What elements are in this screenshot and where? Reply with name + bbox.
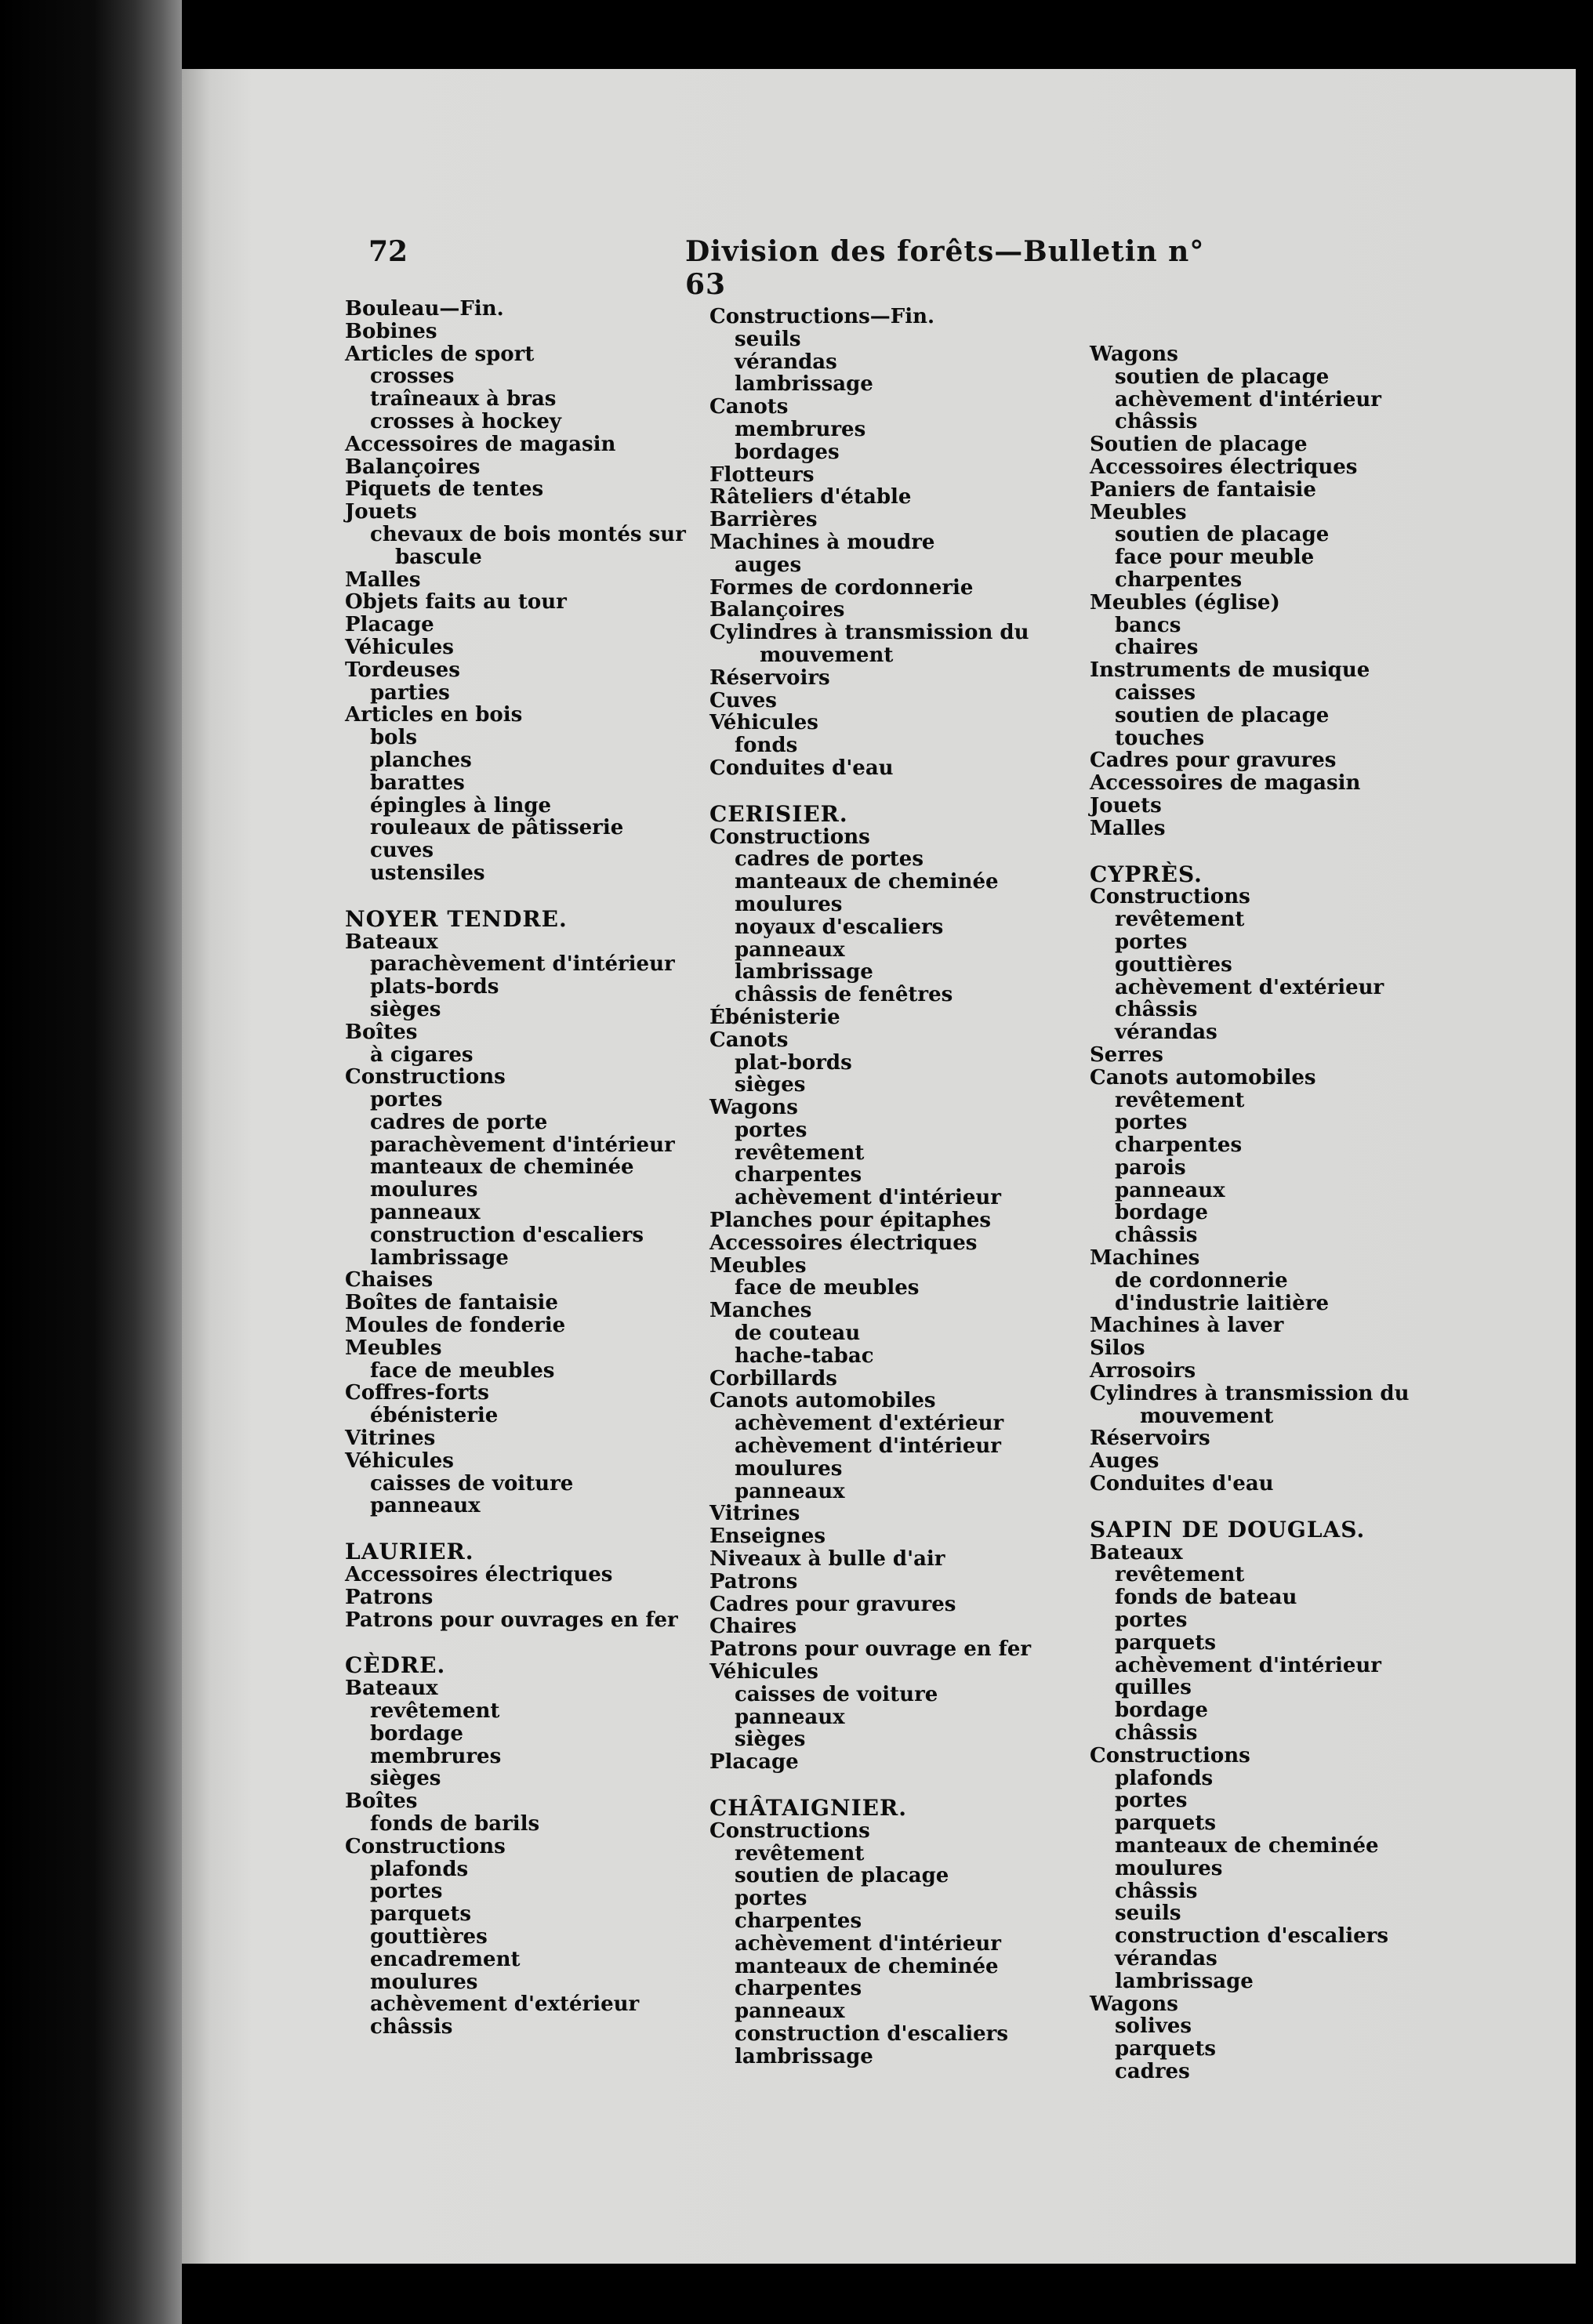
index-entry: Constructions — [345, 1065, 506, 1089]
index-entry: Corbillards — [709, 1366, 837, 1390]
index-entry: Véhicules — [709, 1660, 818, 1684]
index-entry: mouvement — [1140, 1404, 1274, 1428]
index-entry: Bateaux — [345, 1677, 438, 1701]
index-entry: Placage — [709, 1750, 799, 1775]
index-entry: Barrières — [709, 508, 818, 532]
index-entry: Balançoires — [709, 598, 845, 622]
index-entry: panneaux — [735, 1479, 845, 1503]
index-entry: Véhicules — [709, 711, 818, 735]
index-entry: Patrons pour ouvrage en fer — [709, 1637, 1032, 1662]
index-entry: moulures — [735, 892, 843, 916]
index-entry: Constructions — [709, 1818, 870, 1843]
index-entry: panneaux — [370, 1494, 481, 1518]
index-entry: plat-bords — [735, 1050, 852, 1075]
index-entry: Niveaux à bulle d'air — [709, 1547, 945, 1572]
index-entry: parois — [1115, 1155, 1186, 1180]
index-entry: Bouleau—Fin. — [345, 297, 504, 321]
index-entry: Véhicules — [345, 1448, 454, 1473]
index-entry: Objets faits au tour — [345, 590, 567, 615]
index-entry: lambrissage — [1115, 1969, 1254, 1993]
index-entry: vérandas — [1115, 1021, 1217, 1045]
section-heading: CÈDRE. — [345, 1652, 446, 1679]
index-entry: châssis — [1115, 998, 1198, 1022]
page-number: 72 — [368, 235, 408, 268]
index-entry: Manches — [709, 1299, 812, 1323]
index-entry: Accessoires électriques — [345, 1563, 613, 1587]
index-entry: Vitrines — [345, 1427, 436, 1451]
index-entry: Formes de cordonnerie — [709, 575, 974, 600]
index-entry: Accessoires électriques — [1090, 455, 1358, 479]
section-heading: CERISIER. — [709, 800, 848, 827]
index-entry: touches — [1115, 726, 1205, 750]
scan-edge — [1576, 0, 1593, 2324]
index-entry: Tordeuses — [345, 658, 460, 682]
index-entry: vérandas — [735, 350, 837, 374]
section-heading: NOYER TENDRE. — [345, 905, 568, 932]
index-entry: portes — [1115, 1608, 1188, 1633]
index-entry: Wagons — [709, 1096, 798, 1120]
index-entry: Canots automobiles — [1090, 1065, 1316, 1089]
index-entry: châssis — [1115, 1721, 1198, 1746]
index-entry: Silos — [1090, 1336, 1145, 1361]
index-entry: panneaux — [735, 1705, 845, 1729]
index-entry: sièges — [370, 1767, 441, 1791]
index-entry: Constructions — [709, 825, 870, 849]
index-entry: Meubles — [345, 1336, 442, 1360]
index-entry: Constructions—Fin. — [709, 305, 935, 328]
index-entry: panneaux — [735, 2000, 845, 2024]
index-entry: parachèvement d'intérieur — [370, 1133, 675, 1157]
index-entry: Accessoires électriques — [709, 1231, 978, 1255]
index-entry: bordage — [370, 1721, 463, 1746]
index-entry: Instruments de musique — [1090, 658, 1370, 683]
index-entry: traîneaux à bras — [370, 387, 557, 412]
index-entry: cadres de porte — [370, 1110, 548, 1134]
index-entry: sièges — [735, 1073, 806, 1097]
index-entry: plafonds — [1115, 1766, 1214, 1790]
index-entry: Chaires — [709, 1615, 797, 1639]
index-entry: Conduites d'eau — [709, 756, 894, 780]
index-entry: revêtement — [1115, 1088, 1245, 1112]
index-entry: Patrons pour ouvrages en fer — [345, 1608, 678, 1632]
index-entry: parquets — [1115, 1811, 1216, 1836]
index-entry: Réservoirs — [1090, 1427, 1210, 1451]
index-entry: Ébénisterie — [709, 1005, 840, 1029]
index-entry: de cordonnerie — [1115, 1268, 1288, 1293]
index-entry: membrures — [370, 1744, 502, 1768]
section-heading: CYPRÈS. — [1090, 861, 1203, 887]
index-entry: bordage — [1115, 1201, 1208, 1225]
index-entry: ustensiles — [370, 861, 485, 885]
index-entry: Moules de fonderie — [345, 1314, 566, 1338]
index-entry: châssis de fenêtres — [735, 983, 953, 1007]
index-entry: Auges — [1090, 1449, 1159, 1474]
index-entry: Meubles (église) — [1090, 590, 1280, 615]
index-entry: soutien de placage — [1115, 703, 1330, 727]
index-entry: à cigares — [370, 1042, 474, 1067]
index-entry: bordages — [735, 440, 840, 464]
index-entry: lambrissage — [735, 960, 873, 984]
index-entry: achèvement d'extérieur — [735, 1412, 1004, 1436]
index-entry: construction d'escaliers — [1115, 1924, 1388, 1949]
index-entry: panneaux — [370, 1201, 481, 1225]
index-entry: charpentes — [735, 1909, 862, 1933]
index-entry: fonds de bateau — [1115, 1586, 1297, 1610]
index-entry: Véhicules — [345, 635, 454, 659]
index-entry: gouttières — [370, 1924, 488, 1949]
index-entry: Balançoires — [345, 455, 481, 479]
index-entry: bordage — [1115, 1699, 1208, 1723]
index-entry: revêtement — [1115, 908, 1245, 932]
index-entry: achèvement d'intérieur — [1115, 1653, 1381, 1677]
index-entry: achèvement d'intérieur — [735, 1931, 1001, 1956]
index-entry: Malles — [345, 567, 421, 592]
index-entry: encadrement — [370, 1947, 521, 1971]
column-middle — [709, 306, 1148, 2068]
index-entry: Canots — [709, 395, 789, 419]
index-entry: Chaises — [345, 1268, 434, 1293]
index-entry: moulures — [1115, 1856, 1223, 1880]
index-entry: Canots — [709, 1028, 789, 1052]
index-entry: revêtement — [370, 1699, 500, 1724]
index-entry: noyaux d'escaliers — [735, 915, 944, 939]
index-entry: manteaux de cheminée — [735, 870, 999, 894]
index-entry: Patrons — [709, 1569, 798, 1593]
index-entry: manteaux de cheminée — [735, 1954, 999, 1978]
index-entry: charpentes — [735, 1977, 862, 2001]
index-entry: gouttières — [1115, 952, 1232, 977]
index-entry: Planches pour épitaphes — [709, 1209, 992, 1233]
index-entry: lambrissage — [735, 372, 873, 397]
index-entry: sièges — [735, 1728, 806, 1752]
index-entry: cuves — [370, 839, 434, 863]
index-entry: cadres — [1115, 2059, 1190, 2083]
index-entry: ébénisterie — [370, 1404, 499, 1428]
index-entry: d'industrie laitière — [1115, 1291, 1330, 1315]
index-entry: hache-tabac — [735, 1343, 874, 1368]
section-heading: LAURIER. — [345, 1539, 474, 1565]
index-entry: vérandas — [1115, 1946, 1217, 1971]
index-entry: Cylindres à transmission du — [1090, 1381, 1410, 1405]
index-entry: chaires — [1115, 636, 1199, 660]
index-entry: châssis — [1115, 1879, 1198, 1903]
index-entry: panneaux — [735, 937, 845, 962]
index-entry: moulures — [370, 1970, 478, 1994]
index-entry: fonds de barils — [370, 1812, 540, 1836]
index-entry: manteaux de cheminée — [370, 1155, 634, 1180]
index-entry: Machines — [1090, 1246, 1200, 1271]
index-entry: charpentes — [1115, 1133, 1243, 1158]
index-entry: face de meubles — [370, 1358, 555, 1383]
index-entry: Soutien de placage — [1090, 433, 1308, 457]
index-entry: Cuves — [709, 688, 777, 712]
index-entry: Machines à moudre — [709, 530, 935, 554]
index-entry: crosses — [370, 364, 455, 389]
index-entry: achèvement d'extérieur — [370, 1992, 640, 2017]
index-entry: seuils — [1115, 1902, 1181, 1926]
index-entry: Bateaux — [345, 930, 438, 954]
index-entry: Boîtes — [345, 1789, 418, 1814]
index-entry: Cadres pour gravures — [709, 1592, 956, 1616]
index-entry: crosses à hockey — [370, 409, 562, 433]
index-entry: auges — [735, 553, 802, 577]
index-entry: cadres de portes — [735, 847, 924, 872]
index-entry: Wagons — [1090, 1992, 1178, 2016]
index-entry: parquets — [370, 1902, 471, 1927]
index-entry: portes — [370, 1880, 443, 1904]
index-entry: construction d'escaliers — [370, 1223, 644, 1247]
index-entry: soutien de placage — [1115, 364, 1330, 389]
index-entry: Machines à laver — [1090, 1314, 1284, 1338]
index-entry: portes — [735, 1887, 807, 1911]
index-entry: revêtement — [735, 1140, 865, 1165]
index-entry: bancs — [1115, 613, 1181, 637]
index-entry: mouvement — [760, 643, 894, 667]
index-entry: panneaux — [1115, 1178, 1225, 1202]
index-entry: Accessoires de magasin — [1090, 771, 1361, 796]
index-entry: sièges — [370, 997, 441, 1021]
index-entry: achèvement d'intérieur — [735, 1186, 1001, 1210]
index-entry: achèvement d'intérieur — [735, 1434, 1001, 1459]
index-entry: barattes — [370, 770, 465, 795]
index-entry: moulures — [370, 1178, 478, 1202]
index-entry: châssis — [1115, 1224, 1198, 1248]
index-entry: achèvement d'extérieur — [1115, 975, 1384, 999]
index-entry: planches — [370, 748, 472, 772]
index-entry: Vitrines — [709, 1502, 800, 1526]
index-entry: Jouets — [1090, 793, 1162, 818]
index-entry: Placage — [345, 613, 434, 637]
index-entry: soutien de placage — [1115, 523, 1330, 547]
index-entry: caisses — [1115, 680, 1196, 705]
index-entry: Boîtes de fantaisie — [345, 1291, 558, 1315]
index-entry: épingles à linge — [370, 793, 552, 818]
index-entry: achèvement d'intérieur — [1115, 387, 1381, 412]
index-entry: charpentes — [1115, 567, 1243, 592]
index-entry: portes — [735, 1118, 807, 1142]
index-entry: Jouets — [345, 500, 417, 524]
index-entry: Cylindres à transmission du — [709, 621, 1029, 645]
index-entry: solives — [1115, 2014, 1192, 2039]
index-entry: Cadres pour gravures — [1090, 749, 1337, 773]
index-entry: Bateaux — [1090, 1540, 1183, 1564]
index-entry: Râteliers d'étable — [709, 485, 912, 509]
index-entry: manteaux de cheminée — [1115, 1834, 1379, 1858]
index-entry: construction d'escaliers — [735, 2021, 1008, 2046]
index-entry: Bobines — [345, 319, 437, 343]
index-entry: Accessoires de magasin — [345, 432, 616, 456]
index-entry: moulures — [735, 1456, 843, 1481]
index-entry: Meubles — [1090, 500, 1187, 524]
index-entry: bascule — [395, 545, 482, 569]
index-entry: Boîtes — [345, 1020, 418, 1044]
index-entry: quilles — [1115, 1676, 1192, 1700]
index-entry: Piquets de tentes — [345, 477, 544, 502]
index-entry: face de meubles — [735, 1276, 920, 1300]
section-heading: CHÂTAIGNIER. — [709, 1795, 908, 1821]
index-entry: Meubles — [709, 1253, 807, 1278]
index-entry: Arrosoirs — [1090, 1359, 1196, 1383]
index-entry: Conduites d'eau — [1090, 1472, 1274, 1496]
index-entry: membrures — [735, 417, 866, 441]
running-title: Division des forêts—Bulletin n° 63 — [685, 235, 1205, 301]
index-entry: Wagons — [1090, 343, 1178, 366]
index-entry: charpentes — [735, 1163, 862, 1187]
index-entry: parties — [370, 680, 450, 705]
index-entry: portes — [1115, 1789, 1188, 1813]
index-entry: Constructions — [1090, 1743, 1250, 1767]
index-entry: soutien de placage — [735, 1864, 949, 1888]
index-entry: de couteau — [735, 1322, 861, 1346]
book-binding — [0, 0, 182, 2324]
index-entry: caisses de voiture — [735, 1682, 938, 1706]
index-entry: lambrissage — [735, 2044, 873, 2068]
index-entry: Coffres-forts — [345, 1381, 489, 1405]
index-entry: revêtement — [735, 1841, 865, 1865]
index-entry: chevaux de bois montés sur — [370, 522, 686, 546]
index-entry: revêtement — [1115, 1563, 1245, 1587]
index-entry: parquets — [1115, 2037, 1216, 2061]
index-entry: plafonds — [370, 1857, 469, 1881]
section-heading: SAPIN DE DOUGLAS. — [1090, 1516, 1366, 1543]
index-entry: Constructions — [345, 1834, 506, 1858]
index-entry: Enseignes — [709, 1525, 826, 1549]
index-entry: châssis — [1115, 410, 1198, 434]
index-entry: face pour meuble — [1115, 546, 1315, 570]
index-entry: Malles — [1090, 816, 1166, 840]
index-entry: seuils — [735, 327, 801, 351]
index-entry: Réservoirs — [709, 665, 830, 690]
index-entry: parquets — [1115, 1630, 1216, 1655]
index-entry: fonds — [735, 734, 798, 758]
index-entry: portes — [1115, 1111, 1188, 1135]
index-entry: rouleaux de pâtisserie — [370, 816, 624, 840]
index-entry: plats-bords — [370, 975, 499, 999]
index-entry: Articles en bois — [345, 703, 523, 727]
page-header — [368, 235, 1231, 301]
column-right — [1090, 343, 1529, 2083]
index-entry: Patrons — [345, 1585, 434, 1609]
index-entry: portes — [1115, 930, 1188, 954]
index-entry: Flotteurs — [709, 462, 815, 487]
index-entry: portes — [370, 1088, 443, 1112]
index-entry: lambrissage — [370, 1245, 509, 1270]
index-entry: Serres — [1090, 1042, 1163, 1067]
index-entry: parachèvement d'intérieur — [370, 952, 675, 977]
index-entry: bols — [370, 726, 418, 750]
index-entry: Articles de sport — [345, 342, 535, 366]
index-entry: châssis — [370, 2015, 453, 2039]
index-entry: caisses de voiture — [370, 1471, 574, 1496]
index-entry: Constructions — [1090, 885, 1250, 909]
index-entry: Paniers de fantaisie — [1090, 477, 1316, 502]
index-entry: Canots automobiles — [709, 1389, 936, 1413]
